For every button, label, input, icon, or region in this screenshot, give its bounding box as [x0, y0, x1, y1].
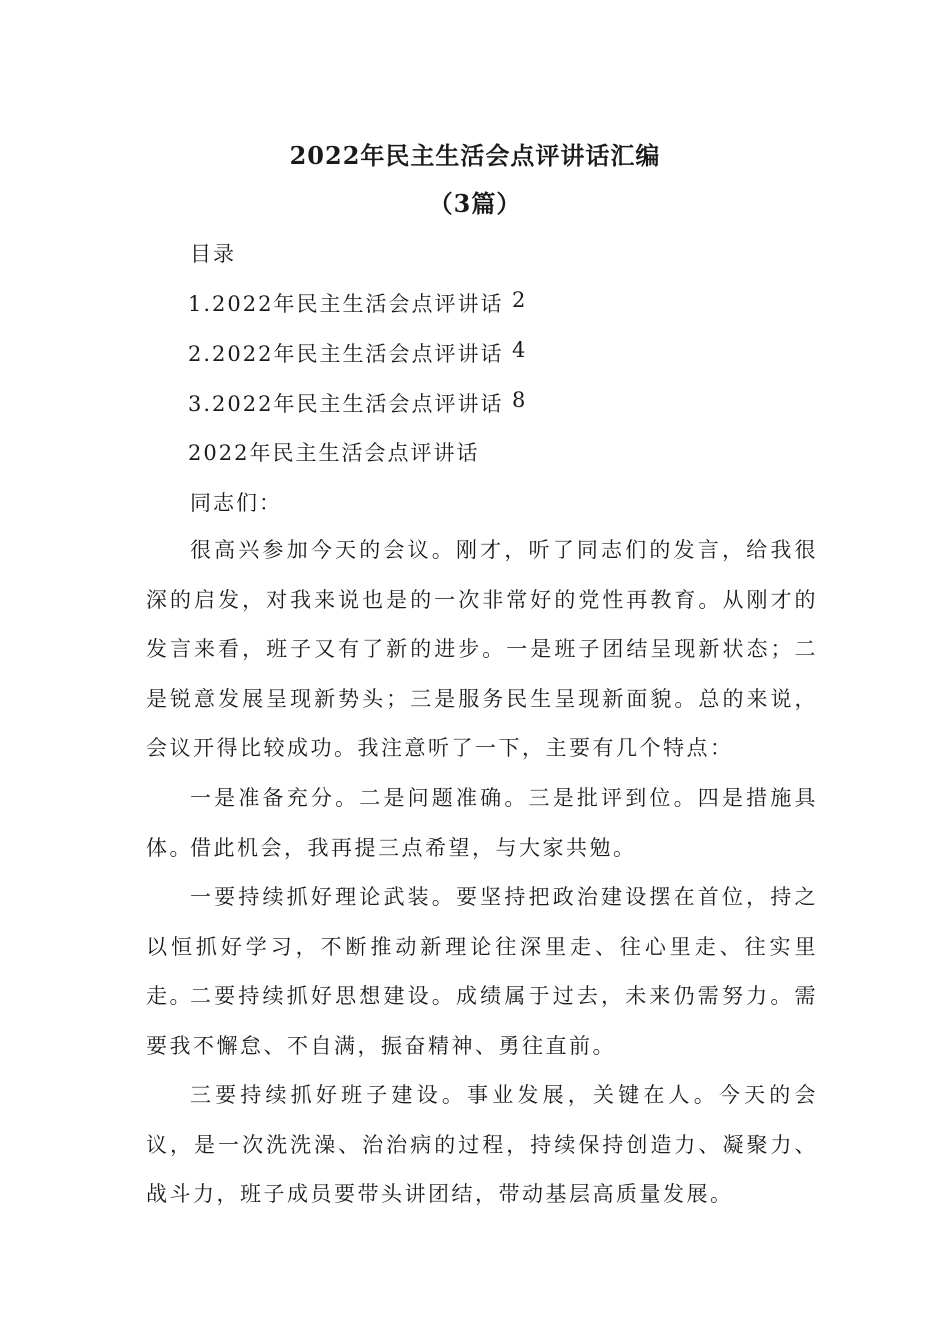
document-title: 2022年民主生活会点评讲话汇编 [289, 141, 661, 170]
toc-entry-title: 1.2022年民主生活会点评讲话 [188, 292, 504, 316]
body-paragraph: 借此机会，我再提三点希望，与大家共勉。 [190, 836, 637, 860]
toc-entry-page: 8 [512, 388, 528, 412]
document-subtitle: （3篇） [428, 189, 522, 218]
body-paragraph: 一是准备充分。二是问题准确。三是批评到位。四是措施具体。 [146, 786, 818, 860]
toc-entry[interactable] [188, 388, 528, 418]
body-paragraph: 三要持续抓好班子建设。事业发展，关键在人。今天的会议，是一次洗洗澡、治治病的过程，持续保持创造力、凝聚力、战斗力，班子成员要带头讲团结，带动基层高质量发展。 [146, 1083, 818, 1206]
toc-entry-title: 3.2022年民主生活会点评讲话 [188, 392, 504, 416]
toc-label: 目录 [190, 242, 236, 266]
section-heading: 2022年民主生活会点评讲话 [188, 441, 480, 465]
toc-entry-title: 2.2022年民主生活会点评讲话 [188, 342, 504, 366]
toc-entry[interactable] [188, 288, 528, 318]
toc-entry[interactable] [188, 338, 528, 368]
salutation: 同志们： [190, 491, 282, 515]
body-paragraph: 很高兴参加今天的会议。刚才，听了同志们的发言，给我很深的启发，对我来说也是的一次非常好的党性再教育。从刚才的发言来看，班子又有了新的进步。一是班子团结呈现新状态；二是锐意发展呈现新势头；三是服务民生呈现新面貌。总的来说，会议开得比较成功。我注意听了一下，主要有几个特点： [146, 538, 818, 760]
toc-entry-page: 2 [512, 288, 528, 312]
body-paragraph: 二要持续抓好思想建设。成绩属于过去，未来仍需努力。需要我不懈怠、不自满，振奋精神、勇往直前。 [146, 984, 818, 1058]
toc-entry-page: 4 [512, 338, 528, 362]
body-paragraph: 一要持续抓好理论武装。要坚持把政治建设摆在首位，持之以恒抓好学习，不断推动新理论往深里走、往心里走、往实里走。 [146, 885, 818, 1008]
